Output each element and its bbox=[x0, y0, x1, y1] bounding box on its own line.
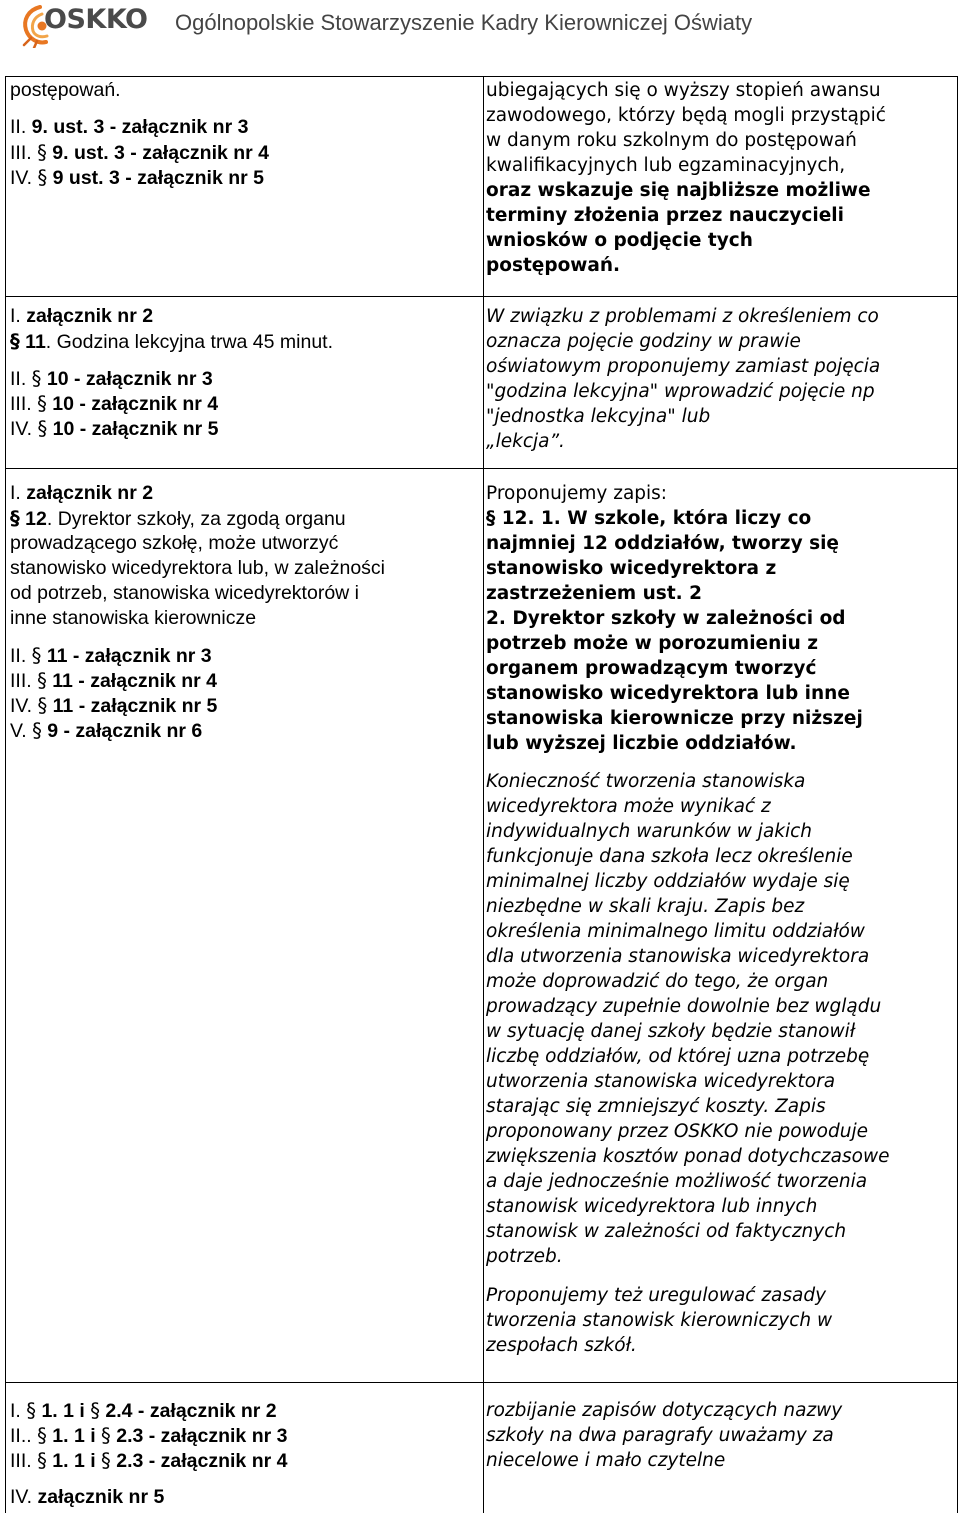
text-line: od potrzeb, stanowiska wicedyrektorów i bbox=[10, 582, 359, 604]
text-line: IV. § 9 ust. 3 - załącznik nr 5 bbox=[10, 166, 264, 189]
text-line: III. § 10 - załącznik nr 4 bbox=[10, 392, 219, 415]
text-line: może doprowadzić do tego, że organ bbox=[486, 971, 829, 992]
section-sign: § bbox=[26, 1399, 37, 1422]
justification-block bbox=[486, 1283, 832, 1358]
text-line: zespołach szkół. bbox=[486, 1335, 637, 1356]
section-sign: § bbox=[37, 417, 48, 440]
text-line: IV. § 11 - załącznik nr 5 bbox=[10, 694, 218, 717]
organization-name: Ogólnopolskie Stowarzyszenie Kadry Kierowniczej Oświaty bbox=[175, 10, 753, 35]
text-line: III. § 1. 1 i § 2.3 - załącznik nr 4 bbox=[10, 1449, 288, 1472]
row-divider bbox=[6, 1382, 957, 1383]
text-line: minimalnej liczby oddziałów wydaje się bbox=[486, 871, 850, 892]
text-line: w danym roku szkolnym do postępowań bbox=[486, 130, 857, 151]
text-line: zawodowego, którzy będą mogli przystąpić bbox=[486, 105, 886, 126]
section-sign: § bbox=[37, 141, 47, 164]
text-line: „lekcja”. bbox=[486, 431, 565, 452]
text-line: niecelowe i mało czytelne bbox=[486, 1450, 726, 1471]
text-line: stanowisko wicedyrektora lub inne bbox=[486, 683, 850, 704]
row-divider bbox=[6, 468, 957, 469]
page-header bbox=[0, 0, 960, 52]
text-line: dla utworzenia stanowiska wicedyrektora bbox=[486, 946, 870, 967]
text-line: organem prowadzącym tworzyć bbox=[486, 658, 817, 679]
text-line: § 11. Godzina lekcyjna trwa 45 minut. bbox=[10, 330, 334, 353]
section-sign: § bbox=[101, 1449, 111, 1472]
text-line: IV. § 10 - załącznik nr 5 bbox=[10, 417, 219, 440]
text-line: funkcjonuje dana szkoła lecz określenie bbox=[486, 846, 853, 867]
justification-block bbox=[486, 769, 889, 1269]
text-line: I. § 1. 1 i § 2.4 - załącznik nr 2 bbox=[10, 1399, 277, 1422]
text-line: III. § 11 - załącznik nr 4 bbox=[10, 669, 218, 692]
text-line: w sytuację danej szkoły będzie stanowił bbox=[486, 1021, 856, 1042]
text-line: wicedyrektora może wynikać z bbox=[486, 796, 771, 817]
proposal-block bbox=[486, 481, 863, 756]
section-sign: § bbox=[32, 719, 42, 742]
section-sign: § bbox=[10, 330, 20, 353]
text-line: oznacza pojęcie godziny w prawie bbox=[486, 331, 801, 352]
text-line: stanowisk w zależności od faktycznych bbox=[486, 1221, 847, 1242]
text-line: § 12. Dyrektor szkoły, za zgodą organu bbox=[10, 507, 346, 530]
text-line: I. załącznik nr 2 bbox=[10, 305, 154, 327]
text-line: Proponujemy zapis: bbox=[486, 483, 668, 504]
text-line: "godzina lekcyjna" wprowadzić pojęcie np bbox=[486, 381, 875, 402]
text-line: V. § 9 - załącznik nr 6 bbox=[10, 719, 203, 742]
text-line: proponowany przez OSKKO nie powoduje bbox=[486, 1121, 868, 1142]
section-sign: § bbox=[37, 694, 48, 717]
text-line: postępowań. bbox=[10, 79, 121, 101]
section-sign: § bbox=[37, 166, 48, 189]
text-line: oświatowym proponujemy zamiast pojęcia bbox=[486, 356, 881, 377]
text-line: indywidualnych warunków w jakich bbox=[486, 821, 813, 842]
text-line: utworzenia stanowiska wicedyrektora bbox=[486, 1071, 836, 1092]
text-line: starając się zmniejszyć koszty. Zapis bbox=[486, 1096, 826, 1117]
text-line: Proponujemy też uregulować zasady bbox=[486, 1285, 827, 1306]
logo-text: OSKKO bbox=[44, 4, 148, 35]
text-line: szkoły na dwa paragrafy uważamy za bbox=[486, 1425, 834, 1446]
text-line: postępowań. bbox=[486, 255, 621, 276]
row-divider bbox=[6, 296, 957, 297]
commentary-block bbox=[486, 78, 886, 278]
section-sign: § bbox=[37, 669, 47, 692]
text-line: II. § 11 - załącznik nr 3 bbox=[10, 644, 212, 667]
section-sign: § bbox=[37, 1449, 47, 1472]
text-line: stanowiska kierownicze przy niższej bbox=[486, 708, 863, 729]
section-sign: § bbox=[31, 367, 42, 390]
text-line: terminy złożenia przez nauczycieli bbox=[486, 205, 844, 226]
text-line: 2. Dyrektor szkoły w zależności od bbox=[486, 608, 846, 629]
commentary-block bbox=[486, 304, 880, 454]
text-line: lub wyższej liczbie oddziałów. bbox=[486, 733, 797, 754]
section-sign: § bbox=[37, 1424, 47, 1447]
text-line: a daje jednocześnie możliwość tworzenia bbox=[486, 1171, 868, 1192]
text-line: W związku z problemami z określeniem co bbox=[486, 306, 879, 327]
text-line: II. 9. ust. 3 - załącznik nr 3 bbox=[10, 116, 249, 138]
text-line: stanowisko wicedyrektora z bbox=[486, 558, 777, 579]
text-line: zastrzeżeniem ust. 2 bbox=[486, 583, 703, 604]
text-line: najmniej 12 oddziałów, tworzy się bbox=[486, 533, 839, 554]
text-line: niezbędne w skali kraju. Zapis bez bbox=[486, 896, 805, 917]
text-line: I. załącznik nr 2 bbox=[10, 482, 154, 504]
section-sign: § bbox=[37, 392, 47, 415]
section-sign: § bbox=[10, 507, 20, 530]
text-line: kwalifikacyjnych lub egzaminacyjnych, bbox=[486, 155, 846, 176]
text-line: § 12. 1. W szkole, która liczy co bbox=[486, 508, 812, 529]
text-line: oraz wskazuje się najbliższe możliwe bbox=[486, 180, 871, 201]
text-line: ubiegających się o wyższy stopień awansu bbox=[486, 80, 881, 101]
text-line: wniosków o podjęcie tych bbox=[486, 230, 753, 251]
text-line: prowadzący zupełnie dowolnie bez wglądu bbox=[486, 996, 882, 1017]
section-sign: § bbox=[486, 508, 496, 529]
text-line: stanowisk wicedyrektora lub innych bbox=[486, 1196, 818, 1217]
section-sign: § bbox=[31, 644, 42, 667]
text-line: potrzeb może w porozumieniu z bbox=[486, 633, 818, 654]
commentary-block bbox=[486, 1398, 842, 1473]
text-line: "jednostka lekcyjna" lub bbox=[486, 406, 711, 427]
text-line: tworzenia stanowisk kierowniczych w bbox=[486, 1310, 833, 1331]
text-line: prowadzącego szkołę, może utworzyć bbox=[10, 532, 339, 554]
text-line: zwiększenia kosztów ponad dotychczasowe bbox=[486, 1146, 890, 1167]
text-line: inne stanowiska kierownicze bbox=[10, 607, 257, 629]
text-line: II. § 10 - załącznik nr 3 bbox=[10, 367, 213, 390]
text-line: Konieczność tworzenia stanowiska bbox=[486, 771, 806, 792]
section-sign: § bbox=[101, 1424, 111, 1447]
text-line: liczbę oddziałów, od której uzna potrzebę bbox=[486, 1046, 870, 1067]
text-line: IV. załącznik nr 5 bbox=[10, 1486, 165, 1508]
text-line: rozbijanie zapisów dotyczących nazwy bbox=[486, 1400, 843, 1421]
text-line: II.. § 1. 1 i § 2.3 - załącznik nr 3 bbox=[10, 1424, 288, 1447]
text-line: stanowisko wicedyrektora lub, w zależności bbox=[10, 557, 385, 579]
text-line: określenia minimalnego limitu oddziałów bbox=[486, 921, 865, 942]
section-sign: § bbox=[90, 1399, 100, 1422]
column-divider bbox=[483, 77, 484, 1513]
text-line: potrzeb. bbox=[486, 1246, 563, 1267]
text-line: III. § 9. ust. 3 - załącznik nr 4 bbox=[10, 141, 270, 164]
